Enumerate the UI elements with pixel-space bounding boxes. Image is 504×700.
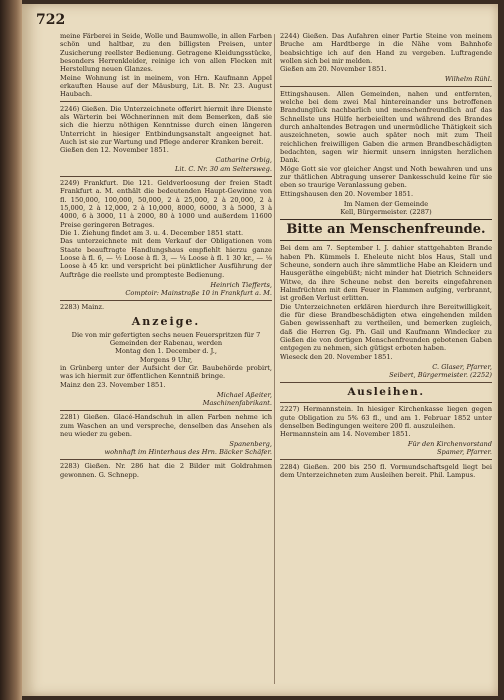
ad-fire-engines-intro: Die von mir gefertigten sechs neuen Feuerspritzen für 7 Gemeinden der Rabenau, werden Montag den 1. December d. J., Morgens 9 Uhr, [71, 330, 261, 364]
ad-hermannstein-signature: Für den Kirchenvorstand Spamer, Pfarrer. [407, 440, 492, 457]
ad-hermannstein-loan: 2227) Hermannstein. In hiesiger Kirchenkasse liegen gegen gute Obligation zu 5% 63 fl., und am 1. Februar 1852 unter denselben Bedingungen weitere 200 fl. auszuleihen. Hermannstein am 14. November 1851. [280, 405, 492, 439]
page-number: 722 [36, 12, 66, 28]
ad-fire-engines-body: in Grünberg unter der Aufsicht der Gr. Baubehörde probirt, was ich hiermit zur öffentlichen Kenntniß bringe. Mainz den 23. November 1851. [60, 364, 272, 389]
ad-frankfurt-lottery: 2249) Frankfurt. Die 121. Geldverloosung der freien Stadt Frankfurt a. M. enthält die bedeutenden Haupt-Gewinne von fl. 150,000, 100,000, 50,000, 2 à 25,000, 2 à 20,000, 2 à 15,000, 2 à 12,000, 2 à 10,000, 8000, 6000, 3 à 5000, 3 à 4000, 6 à 3000, 11 à 2000, 80 à 1000 und außerdem 11600 Preise geringeren Betrages. Die 1. Ziehung findet am 3. u. 4. December 1851 statt. Das unterzeichnete mit dem Verkauf der Obligationen vom Staate beauftragte Handlungshaus empfiehlt hierzu ganze Loose à fl. 6, — ½ Loose à fl. 3, — ¼ Loose à fl. 1 30 kr., — ⅛ Loose à 45 kr. und verspricht bei pünktlicher Ausführung der Aufträge die reellste und prompteste Bedienung. [60, 179, 272, 279]
ad-glove-signature: Spanenberg, wohnhaft im Hinterhaus des Hrn. Bäcker Schäfer. [104, 439, 272, 457]
appeal-signature: C. Glaser, Pfarrer, Seibert, Bürgermeister. (2252) [389, 362, 492, 379]
ad-separator [60, 300, 272, 301]
ad-guardianship-loan: 2284) Gießen. 200 bis 250 fl. Vormundschaftsgeld liegt bei dem Unterzeichneten zum Ausleihen bereit. Phil. Lampus. [280, 462, 492, 480]
ad-separator [280, 86, 492, 87]
book-spine [0, 0, 22, 700]
appeal-title: Bitte an Menschenfreunde. [286, 222, 486, 238]
section-separator [280, 382, 492, 383]
ad-stone-transport: 2244) Gießen. Das Aufahren einer Partie Steine von meinem Bruche am Hardtberge in die Nähe vom Bahnhofe beabsichtige ich auf den Hand zu vergeben. Luftragende wollen sich bei mir melden. Gießen am 20. November 1851. [280, 32, 492, 74]
newspaper-page [22, 4, 498, 696]
ad-separator [60, 101, 272, 102]
ad-separator [60, 459, 272, 460]
ad-glove-washing: 2281) Gießen. Glacé-Handschuh in allen Farben nehme ich zum Waschen an und verspreche, denselben das Ansehen als neu wieder zu geben. [60, 413, 272, 438]
section-separator [280, 402, 492, 403]
column-divider [274, 34, 275, 684]
ad-separator [60, 410, 272, 411]
ad-ettingshausen-thanks: Ettingshausen. Allen Gemeinden, nahen und entfernten, welche bei dem zwei Mal hintereinander uns betroffenen Brandunglück nachbarlich und menschenfreundlich auf das Schnellste uns Hülfe herbeieilten und während des Brandes durch anhaltendes Betragen und unermüdliche Thätigkeit sich auszeichneten, sowie auch später noch mit zum Theil reichlichen freiwilligen Gaben die armen Brandbeschädigten bedachten, sagen wir hiermit unsern innigsten herzlichen Dank. Möge Gott sie vor gleicher Angst und Noth bewahren und uns zur thätlichen Abtragung unserer Dankesschuld keine für sie eben so traurige Veranlassung geben. Ettingshausen den 20. November 1851. [280, 89, 492, 198]
appeal-body: Bei dem am 7. September l. J. dahier stattgehabten Brande haben Ph. Kümmels I. Eheleute nicht blos Haus, Stall und Scheune, sondern auch ihre sämmtliche Habe an Kleidern und Hausgeräthe eingebüßt; nicht minder hat Dietrich Schneiders Witwe, da ihre Scheune nebst den bereits eingefahrenen Halmfrüchten mit dem Feuer in Flammen aufging, verbrannt, ist großen Verlust erlitten. Die Unterzeichneten erklären hierdurch ihre Bereitwilligkeit, die für diese Brandbeschädigten etwa eingehenden milden Gaben gewissenhaft zu vertheilen, und bemerken zugleich, daß die Herren Gg. Ph. Gail und Kaufmann Windecker zu Gießen die von dortigen Menschenfreunden gebotenen Gaben entgegen zu nehmen, sich gütigst erboten haben. Wieseck den 20. November 1851. [280, 244, 492, 361]
ad-nurse-offer: 2246) Gießen. Die Unterzeichnete offerirt hiermit ihre Dienste als Wärterin bei Wöchnerinnen mit dem Bemerken, daß sie sich die hierzu nöthigen Kenntnisse durch einen längeren Unterricht in hiesiger Entbindungsanstalt angeeignet hat. Auch ist sie zur Wartung und Pflege anderer Kranken bereit. Gießen den 12. November 1851. [60, 104, 272, 155]
ad-separator [280, 459, 492, 460]
ad-lottery-signature: Heinrich Tiefferts, Comptoir: Mainstraße 10 in Frankfurt a. M. [125, 280, 272, 297]
ad-dyeing-shop: meine Färberei in Seide, Wolle und Baumwolle, in allen Farben schön und haltbar, zu den billigsten Preisen, unter Zusicherung reellster Bedienung. Getragene Kleidungsstücke, besonders Herrenkleider, reinige ich von allen Flecken mit Herstellung neuen Glanzes. Meine Wohnung ist in meinem, von Hrn. Kaufmann Appel erkauften Hause auf der Mäusburg, Lit. B. Nr. 23. August Haubach. [60, 32, 272, 99]
ad-separator [60, 176, 272, 177]
ad-ettingshausen-signature: Im Namen der Gemeinde Kell, Bürgermeister. (2287) [340, 199, 432, 216]
right-column [280, 32, 492, 692]
ad-fire-engines-signature: Michael Aßeiter, Maschinenfabrikant. [202, 390, 272, 407]
ad-nurse-signature: Catharine Orbig, Lit. C. Nr. 30 am Seltersweg. [175, 156, 272, 173]
left-column [60, 32, 272, 692]
ad-stone-signature: Wilhelm Rühl. [444, 75, 492, 84]
ad-raffle-winner: 2283) Gießen. Nr. 286 hat die 2 Bilder mit Goldrahmen gewonnen. G. Schnepp. [60, 462, 272, 479]
lending-section-title: Ausleihen. [347, 385, 425, 398]
ad-anzeige-title: Anzeige. [131, 314, 201, 328]
appeal-heading-frame [280, 219, 492, 241]
ad-mainz-header: 2283) Mainz. [60, 303, 105, 312]
